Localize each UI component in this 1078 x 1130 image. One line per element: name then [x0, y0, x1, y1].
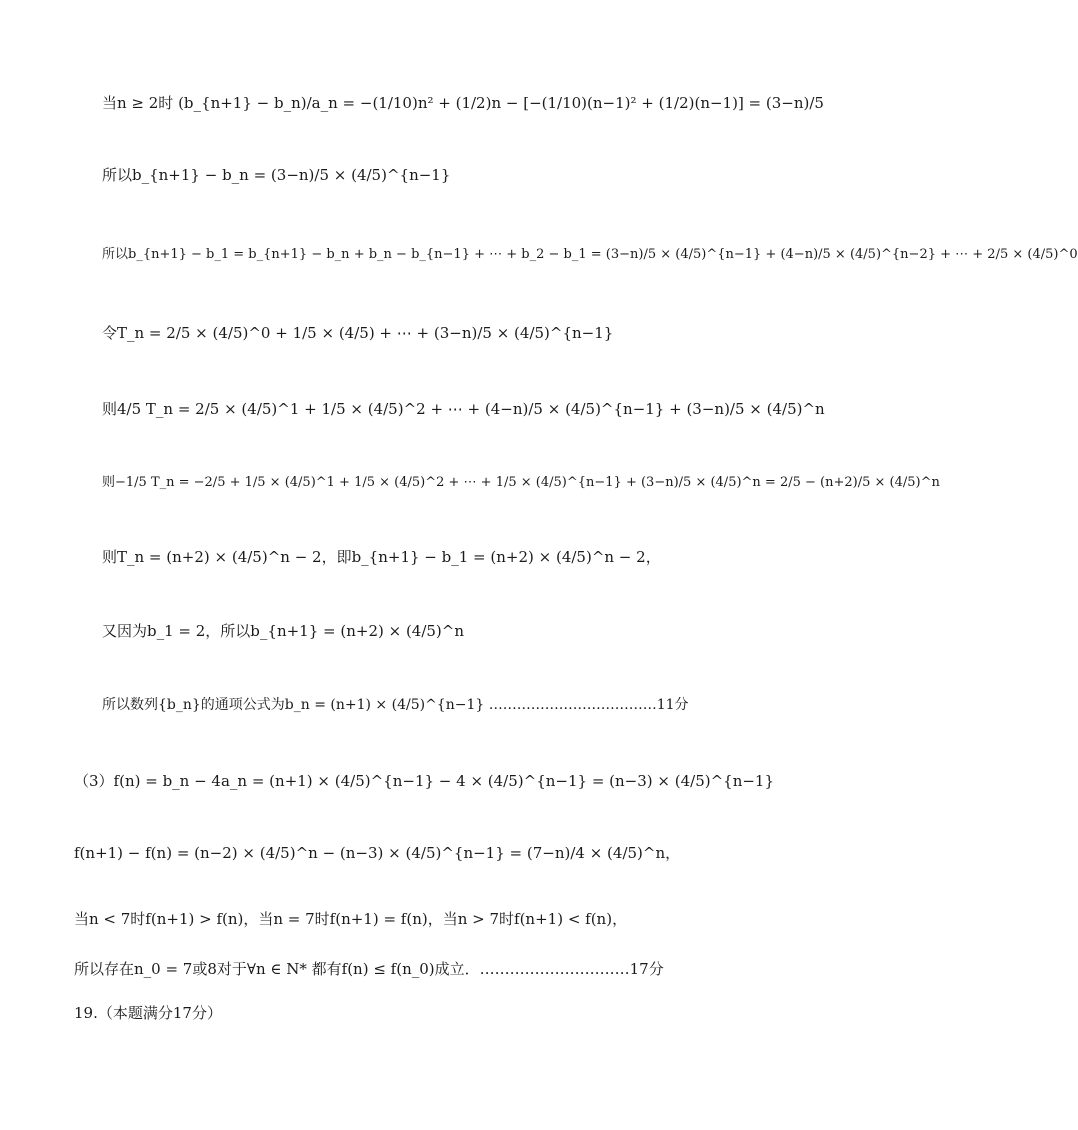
- solution-line-13: [74, 962, 664, 977]
- line-text: 所以b_{n+1} − b_1 = b_{n+1} − b_n + b_n − b_{n−1} + ⋯ + b_2 − b_1 = (3−n)/5 × (4/5)^{n−1} + (4−n)/5 × (4/5)^{n−2} + ⋯ + 2/5 × (4/5)^0: [102, 247, 1078, 262]
- line-text: （3）f(n) = b_n − 4a_n = (n+1) × (4/5)^{n−1} − 4 × (4/5)^{n−1} = (n−3) × (4/5)^{n−1}: [74, 772, 775, 790]
- part-3-heading-line: [74, 774, 774, 789]
- solution-line-7: [102, 550, 661, 565]
- question-19-heading: [74, 1006, 222, 1021]
- line-text: 则T_n = (n+2) × (4/5)^n − 2，即b_{n+1} − b_1 = (n+2) × (4/5)^n − 2，: [102, 548, 661, 566]
- solution-line-9: [102, 698, 689, 712]
- line-text: 则−1/5 T_n = −2/5 + 1/5 × (4/5)^1 + 1/5 × (4/5)^2 + ⋯ + 1/5 × (4/5)^{n−1} + (3−n)/5 × (4/5)^n = 2/5 − (n+2)/5 × (4/5)^n: [102, 475, 940, 490]
- solution-line-1: [102, 96, 824, 111]
- solution-line-6: [102, 476, 940, 489]
- solution-line-3: [102, 248, 1078, 261]
- line-text: 19.（本题满分17分）: [74, 1004, 222, 1022]
- line-text: 令T_n = 2/5 × (4/5)^0 + 1/5 × (4/5) + ⋯ + (3−n)/5 × (4/5)^{n−1}: [102, 324, 614, 342]
- solution-line-12: [74, 912, 627, 927]
- solution-line-8: [102, 624, 464, 639]
- solution-line-11: [74, 846, 680, 861]
- line-text: 当n ≥ 2时 (b_{n+1} − b_n)/a_n = −(1/10)n² + (1/2)n − [−(1/10)(n−1)² + (1/2)(n−1)] = (3−n)/5: [102, 94, 824, 112]
- line-text: 又因为b_1 = 2，所以b_{n+1} = (n+2) × (4/5)^n: [102, 622, 465, 640]
- line-text: 所以b_{n+1} − b_n = (3−n)/5 × (4/5)^{n−1}: [102, 166, 451, 184]
- line-text: 所以数列{b_n}的通项公式为b_n = (n+1) × (4/5)^{n−1} ………………………………11分: [102, 697, 689, 713]
- line-text: 所以存在n_0 = 7或8对于∀n ∈ N* 都有f(n) ≤ f(n_0)成立．…………………………17分: [74, 960, 664, 978]
- line-text: 则4/5 T_n = 2/5 × (4/5)^1 + 1/5 × (4/5)^2 + ⋯ + (4−n)/5 × (4/5)^{n−1} + (3−n)/5 × (4/5)^n: [102, 400, 825, 418]
- solution-line-5: [102, 402, 825, 417]
- line-text: f(n+1) − f(n) = (n−2) × (4/5)^n − (n−3) × (4/5)^{n−1} = (7−n)/4 × (4/5)^n，: [74, 844, 681, 862]
- solution-line-2: [102, 168, 450, 183]
- solution-line-4: [102, 326, 613, 341]
- line-text: 当n < 7时f(n+1) > f(n)，当n = 7时f(n+1) = f(n)，当n > 7时f(n+1) < f(n)，: [74, 910, 628, 928]
